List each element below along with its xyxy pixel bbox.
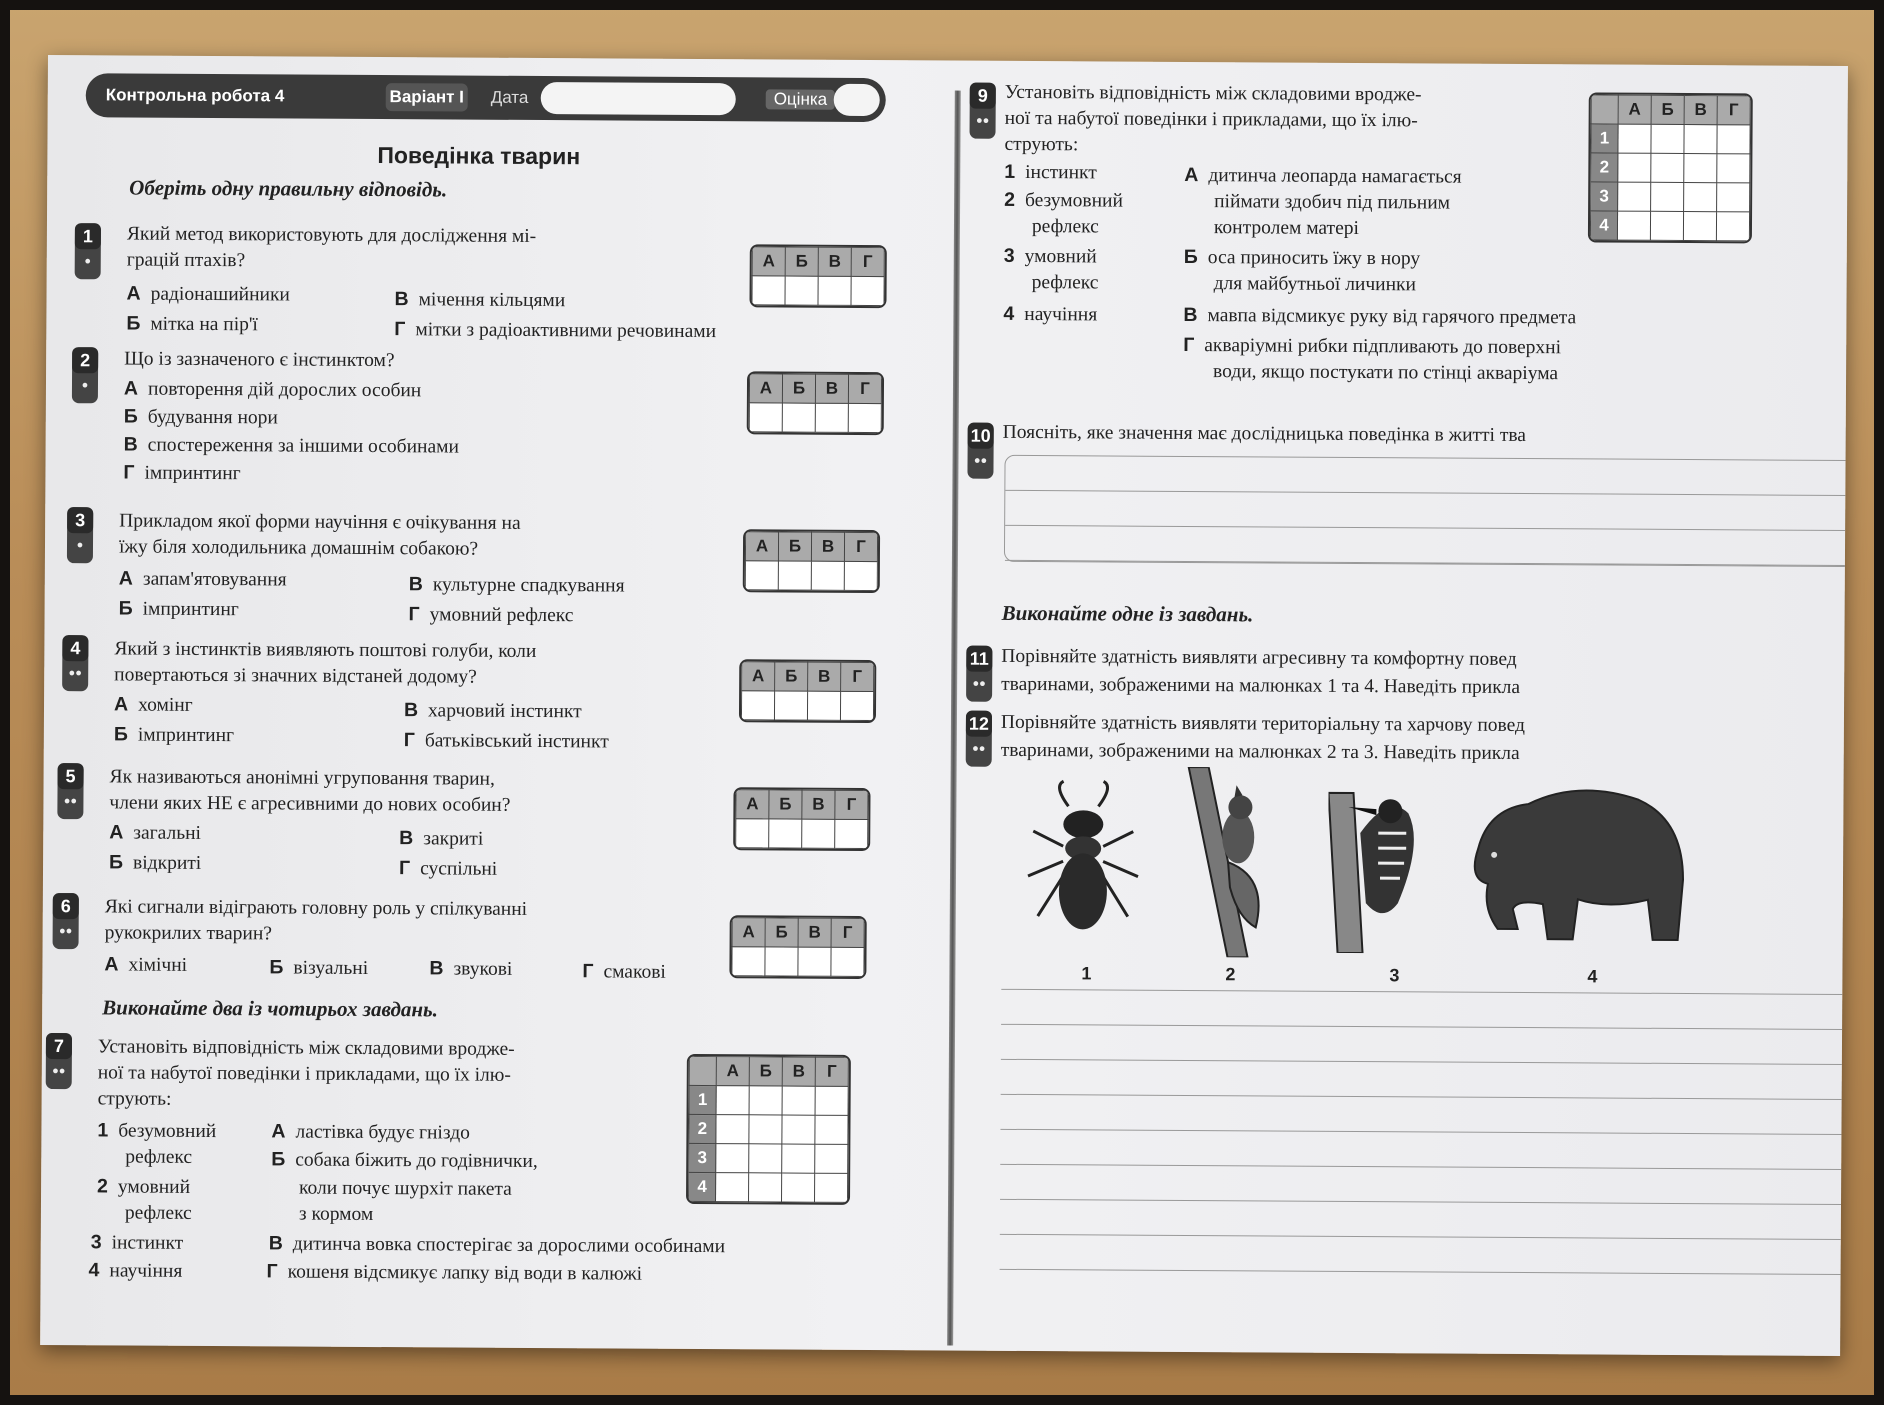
instruction-one-of-tasks: Виконайте одне із завдань. <box>1001 600 1254 627</box>
question-9: Установіть відповідність між складовими вродже- ної та набутої поведінки і прикладами, що їх ілю- струють: 1 інстинкт 2 безумовний рефлекс 3 умовний рефлекс 4 научіння А дитинча леопарда намагається піймати здобич під пильним контролем матері Б оса приносить їжу в нору для майбутньої личинки В мавпа відсмикує руку від гарячого предмета Г акваріумні рибки підпливають до поверхні води, якщо постукати по стінці акваріума <box>1003 81 1577 385</box>
answer-grid-q2[interactable]: А Б В Г <box>747 371 884 435</box>
question-7: Установіть відповідність між складовими вродже- ної та набутої поведінки і прикладами, що їх ілю- струють: 1 безумовний рефлекс 2 умовний рефлекс 3 інстинкт 4 научіння А ластівка будує гніздо Б собака біжить до годівнички, коли почує шурхіт пакета з кормом В дитинча вовка спостерігає за дорослими особинами Г кошеня відсмикує лапку від води в калюжі <box>88 1036 726 1285</box>
variant-label: Варіант І <box>386 83 468 112</box>
answer-grid-q6[interactable]: А Б В Г <box>729 915 866 979</box>
animal-label: 1 <box>1081 963 1092 984</box>
question-number-badge: 2 ● <box>72 347 98 403</box>
answer-grid-q3[interactable]: А Б В Г <box>743 529 880 593</box>
question-number-badge: 7 ●● <box>46 1033 72 1089</box>
question-number-badge: 10 ●● <box>967 423 993 479</box>
question-number-badge: 6 ●● <box>53 893 79 949</box>
grade-label: Оцінка <box>766 89 836 109</box>
date-label: Дата <box>490 87 529 107</box>
question-number-badge: 4 ●● <box>62 635 88 691</box>
answer-grid-q1[interactable]: А Б В Г <box>749 244 886 308</box>
question-1: Який метод використовують для дослідження мі- грацій птахів? А радіонашийники В мічення кільцями Б мітка на пір'ї Г мітки з радіоактивними речовинами <box>126 223 717 343</box>
animal-label: 3 <box>1389 965 1400 986</box>
instruction-choose-one: Оберіть одну правильну відповідь. <box>129 175 448 202</box>
question-number-badge: 11 ●● <box>966 646 992 702</box>
page-title: Поведінка тварин <box>377 142 581 170</box>
work-title: Контрольна робота 4 <box>105 85 285 106</box>
question-5: Як називаються анонімні угруповання тварин, члени яких НЕ є агресивними до нових особин? А загальні В закриті Б відкриті Г суспільні <box>109 766 511 880</box>
question-4: Який з інстинктів виявляють поштові голуби, коли повертаються зі значних відстаней додому? А хомінг В харчовий інстинкт Б імпринтинг Г батьківський інстинкт <box>113 638 609 753</box>
animal-label: 4 <box>1587 966 1598 987</box>
question-10: Поясніть, яке значення має дослідницька поведінка в житті тва <box>1002 421 1527 447</box>
answer-matrix-q9[interactable]: А Б В Г 1 2 3 4 <box>1588 92 1753 243</box>
question-12: Порівняйте здатність виявляти територіальну та харчову повед тваринами, зображеними на малюнках 2 та 3. Наведіть прикла <box>1000 711 1526 765</box>
question-number-badge: 3 ● <box>67 507 93 563</box>
question-6: Які сигнали відіграють головну роль у спілкуванні рукокрилих тварин? А хімічні Б візуальні В звукові Г смакові <box>104 896 666 983</box>
question-11: Порівняйте здатність виявляти агресивну та комфортну повед тваринами, зображеними на малюнках 1 та 4. Наведіть прикла <box>1001 645 1521 699</box>
answer-grid-q5[interactable]: А Б В Г <box>733 787 870 851</box>
question-2: Що із зазначеного є інстинктом? А повторення дій дорослих особин Б будування нори В спостереження за іншими особинами Г імпринтинг <box>123 348 459 485</box>
answer-matrix-q7[interactable]: А Б В Г 1 2 3 4 <box>686 1054 851 1205</box>
question-number-badge: 5 ●● <box>57 763 83 819</box>
question-number-badge: 1 ● <box>75 223 101 279</box>
answer-grid-q4[interactable]: А Б В Г <box>739 659 876 723</box>
question-3: Прикладом якої форми научіння є очікування на їжу біля холодильника домашнім собакою? А запам'ятовування В культурне спадкування Б імпринтинг Г умовний рефлекс <box>118 510 625 627</box>
question-number-badge: 12 ●● <box>966 711 992 767</box>
instruction-two-of-four: Виконайте два із чотирьох завдань. <box>102 995 439 1022</box>
question-number-badge: 9 ●● <box>970 83 996 139</box>
animal-label: 2 <box>1225 964 1236 985</box>
